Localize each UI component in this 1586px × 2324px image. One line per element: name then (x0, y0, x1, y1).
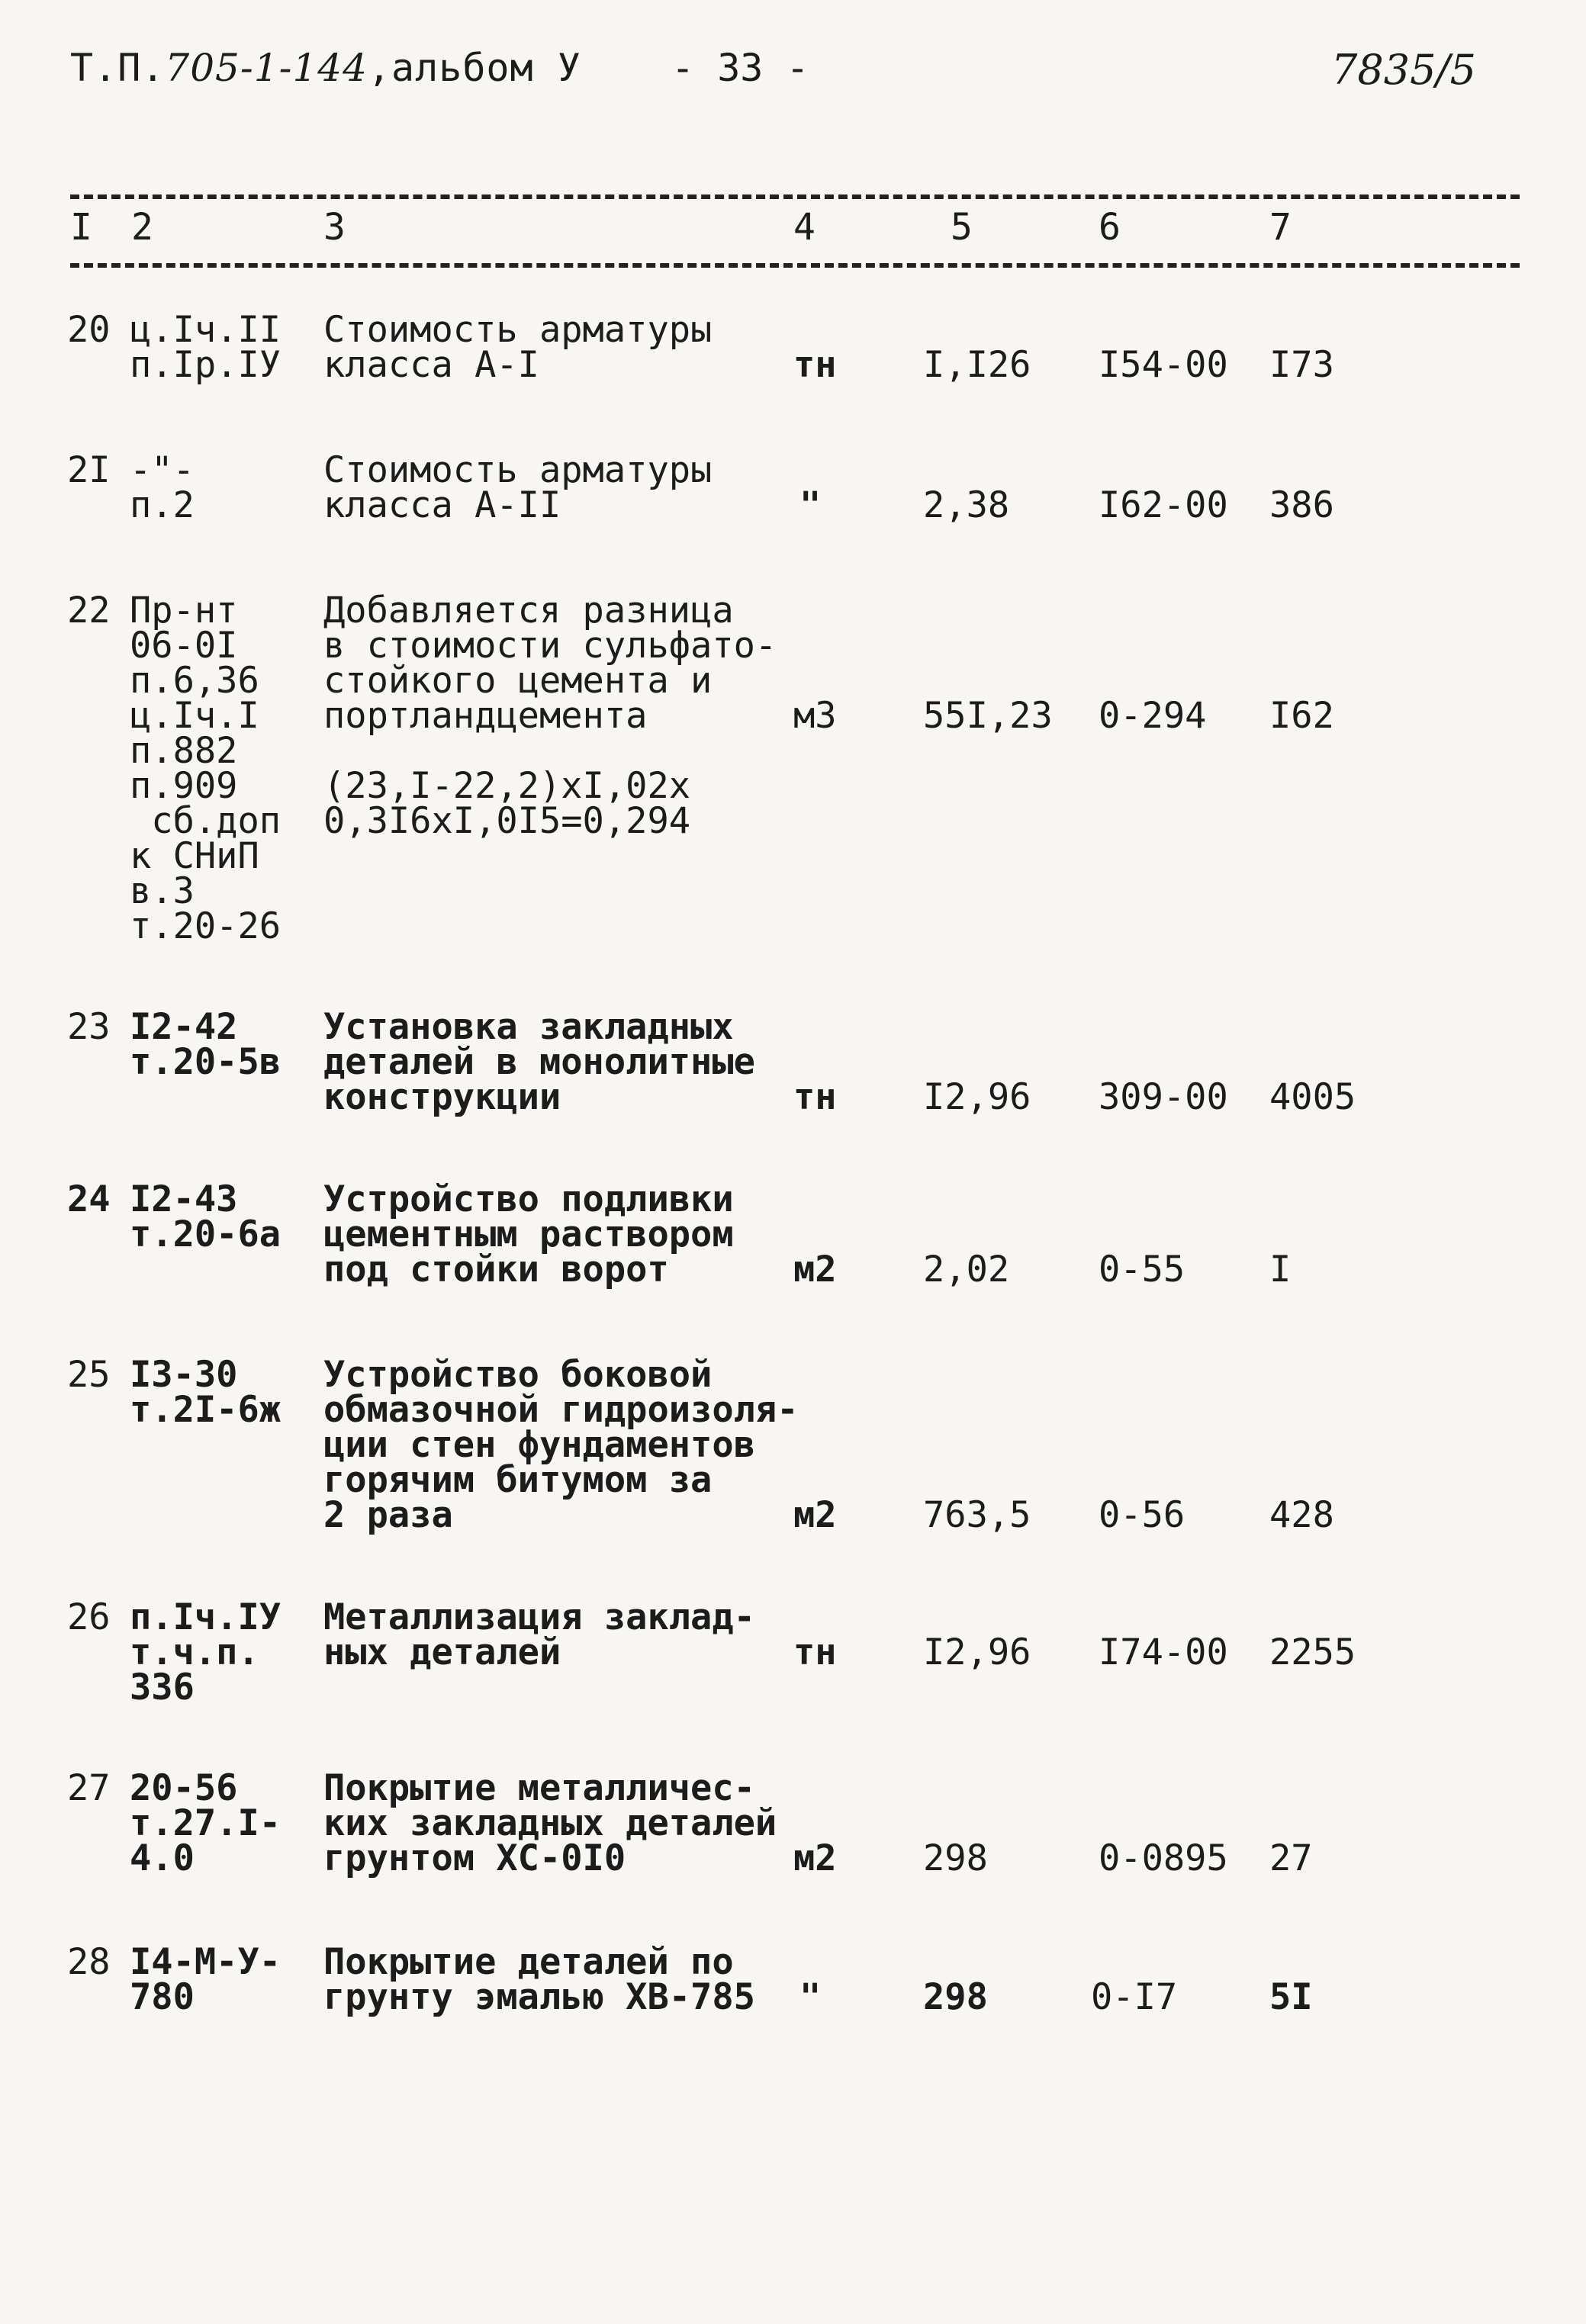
row-25-unit-price: 0-56 (1099, 1494, 1185, 1536)
row-27-unit-price: 0-0895 (1099, 1837, 1228, 1879)
row-28-code: I4-М-У- 780 (130, 1941, 281, 2018)
top-dashed-rule (70, 194, 1520, 199)
row-20-number: 20 (67, 309, 111, 351)
row-21-total: 386 (1269, 484, 1334, 526)
row-21-number: 2I (67, 449, 111, 491)
row-25-description: Устройство боковой обмазочной гидроизоля- ции стен фундаментов горячим битумом за 2 раза (323, 1354, 799, 1536)
row-22-unit: м3 (793, 695, 837, 737)
row-24-description: Устройство подливки цементным раствором под стойки ворот (323, 1178, 734, 1291)
row-28-number: 28 (67, 1941, 111, 1983)
row-23-total: 4005 (1269, 1076, 1356, 1118)
column-header-6: 6 (1099, 206, 1121, 249)
project-code: 705-1-144 (165, 46, 368, 90)
row-25-code: I3-30 т.2I-6ж (130, 1354, 281, 1431)
row-26-unit-price: I74-00 (1099, 1631, 1228, 1673)
row-28-unit: " (799, 1976, 822, 2018)
row-28-unit-price: 0-I7 (1091, 1976, 1178, 2018)
column-header-2: 2 (131, 206, 153, 249)
archive-number: 7835/5 (1331, 46, 1476, 94)
row-28-quantity: 298 (923, 1976, 988, 2018)
row-26-total: 2255 (1269, 1631, 1356, 1673)
column-header-5: 5 (951, 206, 973, 249)
row-21-code: -"- п.2 (130, 449, 195, 526)
row-23-number: 23 (67, 1006, 111, 1048)
column-header-4: 4 (793, 206, 816, 249)
row-22-code: Пр-нт 06-0I п.6,36 ц.Iч.I п.882 п.909 сб.доп к СНиП в.3 т.20-26 (130, 590, 281, 947)
row-23-description: Установка закладных деталей в монолитные конструкции (323, 1006, 755, 1118)
row-24-quantity: 2,02 (923, 1249, 1010, 1291)
header-dashed-rule (70, 263, 1520, 268)
row-25-quantity: 763,5 (923, 1494, 1031, 1536)
document-header (70, 46, 581, 90)
row-27-unit: м2 (793, 1837, 837, 1879)
row-24-number: 24 (67, 1178, 111, 1220)
row-22-number: 22 (67, 590, 111, 632)
row-27-code: 20-56 т.27.I- 4.0 (130, 1767, 281, 1879)
row-25-total: 428 (1269, 1494, 1334, 1536)
row-23-unit-price: 309-00 (1099, 1076, 1228, 1118)
row-20-total: I73 (1269, 344, 1334, 386)
row-22-unit-price: 0-294 (1099, 695, 1207, 737)
row-21-description: Стоимость арматуры класса А-II (323, 449, 713, 526)
row-23-code: I2-42 т.20-5в (130, 1006, 281, 1083)
row-28-total: 5I (1269, 1976, 1313, 2018)
row-27-description: Покрытие металличес- ких закладных деталей грунтом ХС-0I0 (323, 1767, 777, 1879)
row-27-total: 27 (1269, 1837, 1313, 1879)
row-24-total: I (1269, 1249, 1292, 1291)
row-26-unit: тн (793, 1631, 837, 1673)
page-number: - 33 - (671, 46, 809, 90)
row-20-unit: тн (793, 344, 837, 386)
row-22-quantity: 55I,23 (923, 695, 1053, 737)
row-25-unit: м2 (793, 1494, 837, 1536)
row-21-unit-price: I62-00 (1099, 484, 1228, 526)
row-28-description: Покрытие деталей по грунту эмалью ХВ-785 (323, 1941, 755, 2018)
row-24-unit: м2 (793, 1249, 837, 1291)
column-header-7: 7 (1269, 206, 1292, 249)
row-27-number: 27 (67, 1767, 111, 1809)
column-header-3: 3 (323, 206, 346, 249)
row-24-code: I2-43 т.20-6а (130, 1178, 281, 1255)
row-26-code: п.Iч.IУ т.ч.п. 336 (130, 1596, 281, 1708)
row-25-number: 25 (67, 1354, 111, 1396)
album-label: ,альбом У (367, 46, 581, 90)
row-20-code: ц.Iч.II п.Iр.IУ (130, 309, 281, 386)
row-26-quantity: I2,96 (923, 1631, 1031, 1673)
row-20-description: Стоимость арматуры класса А-I (323, 309, 713, 386)
row-21-quantity: 2,38 (923, 484, 1010, 526)
row-20-unit-price: I54-00 (1099, 344, 1228, 386)
row-21-unit: " (799, 484, 822, 526)
row-22-total: I62 (1269, 695, 1334, 737)
row-26-number: 26 (67, 1596, 111, 1638)
row-23-quantity: I2,96 (923, 1076, 1031, 1118)
row-27-quantity: 298 (923, 1837, 988, 1879)
row-22-description: Добавляется разница в стоимости сульфато- стойкого цемента и портландцемента (23,I-22,2)хI,02х 0,3I6хI,0I5=0,294 (323, 590, 777, 842)
row-23-unit: тн (793, 1076, 837, 1118)
header-prefix: Т.П. (70, 46, 166, 90)
row-24-unit-price: 0-55 (1099, 1249, 1185, 1291)
column-header-1: I (70, 206, 92, 249)
row-26-description: Металлизация заклад- ных деталей (323, 1596, 755, 1673)
row-20-quantity: I,I26 (923, 344, 1031, 386)
